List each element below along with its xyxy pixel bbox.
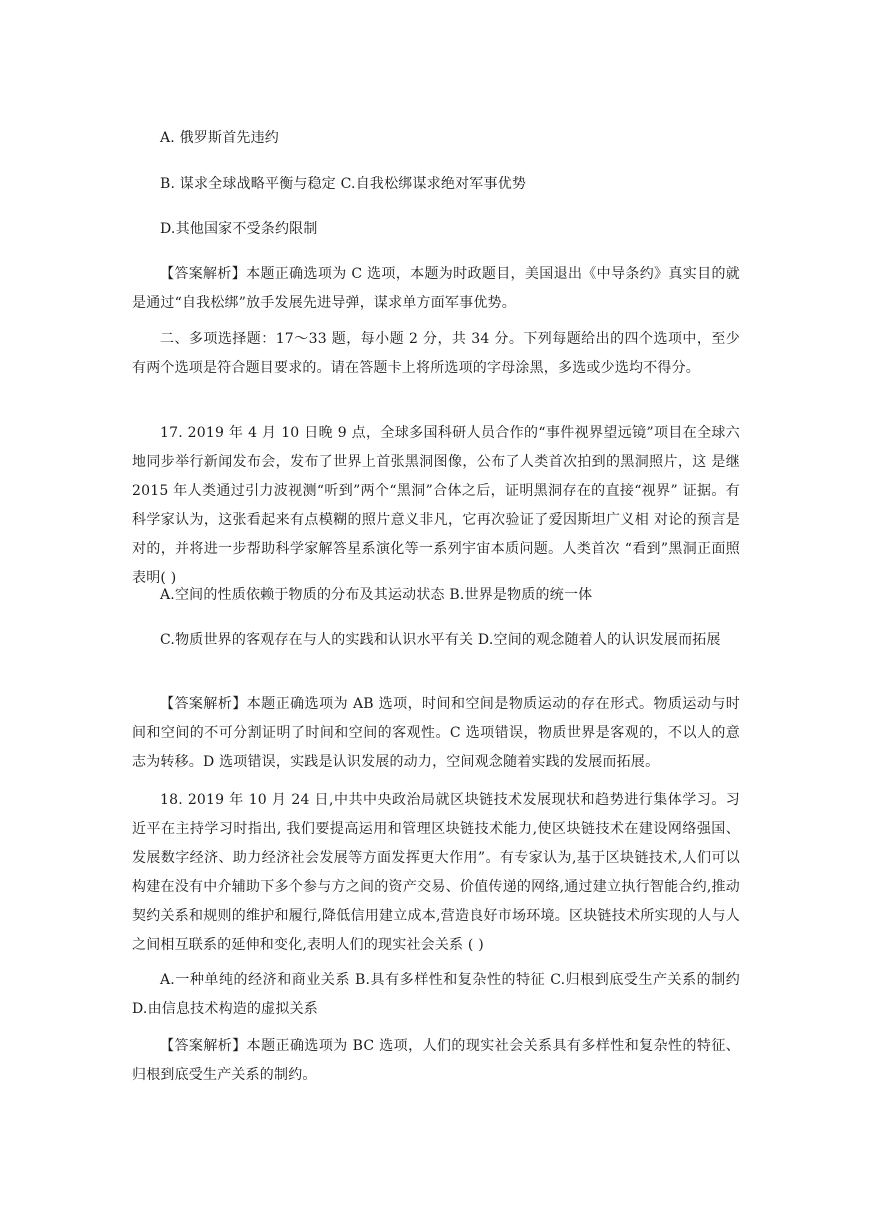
q16-options-b-c: B. 谋求全球战略平衡与稳定 C.自我松绑谋求绝对军事优势	[160, 176, 527, 192]
q18-stem: 18. 2019 年 10 月 24 日,中共中央政治局就区块链技术发展现状和趋势进行集体学习。习近平在主持学习时指出, 我们要提高运用和管理区块链技术能力,使区块链技术在建设网络强国、发展数字经济、助力经济社会发展等方面发挥更大作用”。有专家认为,基于区块链技术,人们可以构建在没有中介辅助下多个参与方之间的资产交易、价值传递的网络,通过建立执行智能合约,推动契约关系和规则的维护和履行,降低信用建立成本,营造良好市场环境。区块链技术所实现的人与人之间相互联系的延伸和变化,表明人们的现实社会关系 ( )	[132, 792, 740, 953]
q17-options-c-d: C.物质世界的客观存在与人的实践和认识水平有关 D.空间的观念随着人的认识发展而拓展	[160, 632, 721, 648]
section2-heading: 二、多项选择题：17～33 题，每小题 2 分，共 34 分。下列每题给出的四个选项中，至少有两个选项是符合题目要求的。请在答题卡上将所选项的字母涂黑，多选或少选均不得分。	[132, 331, 740, 376]
q17-stem: 17. 2019 年 4 月 10 日晚 9 点，全球多国科研人员合作的“事件视界望远镜”项目在全球六地同步举行新闻发布会，发布了世界上首张黑洞图像，公布了人类首次拍到的黑洞照片，这 是继 2015 年人类通过引力波视测“听到”两个“黑洞”合体之后，证明黑洞存在的直接“视界” 证据。有科学家认为，这张看起来有点模糊的照片意义非凡，它再次验证了爱因斯坦广义相 对论的预言是对的，并将进一步帮助科学家解答星系演化等一系列宇宙本质问题。人类首次 “看到”黑洞正面照表明( )	[132, 425, 740, 586]
q16-option-a: A. 俄罗斯首先违约	[160, 130, 280, 146]
q17-options-a-b: A.空间的性质依赖于物质的分布及其运动状态 B.世界是物质的统一体	[160, 587, 593, 603]
q18-options: A.一种单纯的经济和商业关系 B.具有多样性和复杂性的特征 C.归根到底受生产关系的制约 D.由信息技术构造的虚拟关系	[132, 972, 740, 1017]
q16-analysis: 【答案解析】本题正确选项为 C 选项，本题为时政题目，美国退出《中导条约》真实目的就是通过“自我松绑”放手发展先进导弹，谋求单方面军事优势。	[132, 266, 740, 311]
q17-analysis: 【答案解析】本题正确选项为 AB 选项，时间和空间是物质运动的存在形式。物质运动与时间和空间的不可分割证明了时间和空间的客观性。C 选项错误，物质世界是客观的，不以人的意志为转移。D 选项错误，实践是认识发展的动力，空间观念随着实践的发展而拓展。	[132, 696, 740, 770]
q16-option-d: D.其他国家不受条约限制	[160, 221, 318, 237]
q18-analysis: 【答案解析】本题正确选项为 BC 选项，人们的现实社会关系具有多样性和复杂性的特征、归根到底受生产关系的制约。	[132, 1038, 740, 1083]
